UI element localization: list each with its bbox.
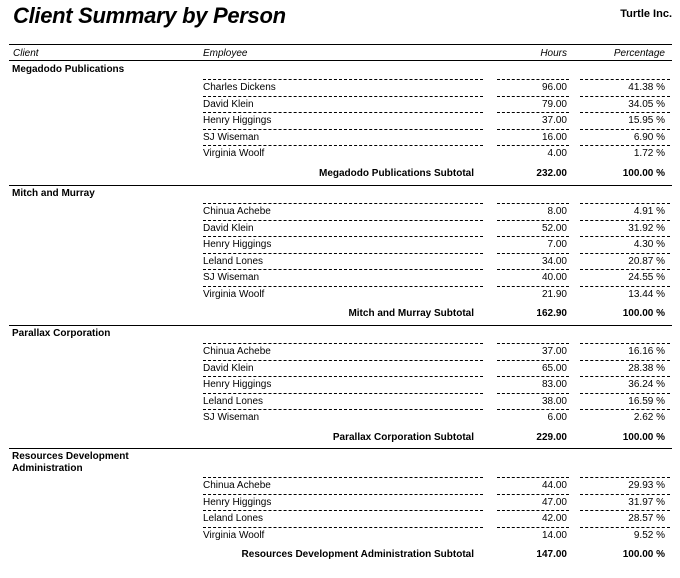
employee-name: Virginia Woolf <box>203 529 265 541</box>
percentage-value: 20.87 % <box>628 255 665 267</box>
table-row <box>0 409 680 426</box>
hours-value: 52.00 <box>541 222 567 234</box>
table-row <box>0 477 680 494</box>
percentage-value: 6.90 % <box>633 131 665 143</box>
group-separator <box>9 325 672 326</box>
employee-name: Henry Higgings <box>203 496 272 508</box>
dashed-rule <box>580 393 670 394</box>
percentage-value: 9.52 % <box>633 529 665 541</box>
dashed-rule <box>497 129 569 130</box>
dashed-rule <box>497 203 569 204</box>
dashed-rule <box>580 220 670 221</box>
percentage-value: 28.38 % <box>628 362 665 374</box>
dashed-rule <box>497 477 569 478</box>
table-row <box>0 236 680 253</box>
dashed-rule <box>203 145 483 146</box>
dashed-rule <box>580 236 670 237</box>
employee-name: David Klein <box>203 98 254 110</box>
dashed-rule <box>203 477 483 478</box>
dashed-rule <box>580 145 670 146</box>
company-name: Turtle Inc. <box>620 8 672 20</box>
table-row <box>0 145 680 162</box>
header-bottom-rule <box>9 60 672 61</box>
header-top-rule <box>9 44 672 45</box>
dashed-rule <box>203 253 483 254</box>
employee-name: Chinua Achebe <box>203 206 271 217</box>
dashed-rule <box>580 112 670 113</box>
percentage-value: 31.92 % <box>628 222 665 234</box>
percentage-value: 41.38 % <box>628 82 665 93</box>
dashed-rule <box>203 343 483 344</box>
column-header-percentage: Percentage <box>613 48 665 59</box>
subtotal-label: Parallax Corporation Subtotal <box>332 431 474 443</box>
percentage-value: 16.59 % <box>628 395 665 407</box>
table-row <box>0 253 680 270</box>
hours-value: 21.90 <box>541 288 567 300</box>
table-row <box>0 220 680 237</box>
employee-name: Leland Lones <box>203 255 264 267</box>
percentage-value: 1.72 % <box>633 148 665 159</box>
percentage-value: 4.91 % <box>633 206 665 217</box>
table-row <box>0 286 680 303</box>
percentage-value: 36.24 % <box>628 379 665 390</box>
table-row <box>0 79 680 96</box>
dashed-rule <box>497 343 569 344</box>
column-header-employee: Employee <box>203 48 248 59</box>
report-title: Client Summary by Person <box>13 3 286 28</box>
employee-name: Virginia Woolf <box>203 148 265 159</box>
dashed-rule <box>580 477 670 478</box>
table-row <box>0 203 680 220</box>
percentage-value: 15.95 % <box>628 115 665 126</box>
client-name: Parallax Corporation <box>12 328 111 339</box>
hours-value: 65.00 <box>541 362 567 374</box>
subtotal-hours: 232.00 <box>536 167 567 179</box>
dashed-rule <box>203 510 483 511</box>
dashed-rule <box>203 286 483 287</box>
table-row <box>0 527 680 544</box>
percentage-value: 16.16 % <box>628 346 665 357</box>
subtotal-row <box>0 168 680 184</box>
dashed-rule <box>497 510 569 511</box>
dashed-rule <box>203 129 483 130</box>
table-row <box>0 129 680 146</box>
dashed-rule <box>580 510 670 511</box>
percentage-value: 4.30 % <box>633 239 665 250</box>
dashed-rule <box>203 79 483 80</box>
percentage-value: 28.57 % <box>628 513 665 524</box>
subtotal-hours: 147.00 <box>536 549 567 560</box>
employee-name: Henry Higgings <box>203 379 272 390</box>
dashed-rule <box>497 79 569 80</box>
percentage-value: 29.93 % <box>628 480 665 491</box>
group-separator <box>9 185 672 186</box>
dashed-rule <box>203 494 483 495</box>
dashed-rule <box>580 527 670 528</box>
table-row <box>0 112 680 129</box>
dashed-rule <box>580 203 670 204</box>
table-row <box>0 494 680 511</box>
table-row <box>0 96 680 113</box>
percentage-value: 31.97 % <box>628 496 665 508</box>
dashed-rule <box>497 286 569 287</box>
employee-name: SJ Wiseman <box>203 412 260 423</box>
percentage-value: 13.44 % <box>628 288 665 300</box>
employee-name: SJ Wiseman <box>203 272 260 283</box>
hours-value: 14.00 <box>541 529 567 541</box>
subtotal-percentage: 100.00 % <box>622 549 665 560</box>
column-header-hours: Hours <box>540 48 567 59</box>
client-name: Resources Development Administration <box>12 451 129 474</box>
subtotal-percentage: 100.00 % <box>622 431 665 443</box>
dashed-rule <box>497 527 569 528</box>
hours-value: 4.00 <box>547 148 567 159</box>
dashed-rule <box>497 409 569 410</box>
dashed-rule <box>580 360 670 361</box>
dashed-rule <box>580 96 670 97</box>
dashed-rule <box>580 253 670 254</box>
subtotal-row <box>0 549 680 565</box>
table-row <box>0 269 680 286</box>
dashed-rule <box>203 376 483 377</box>
dashed-rule <box>580 343 670 344</box>
hours-value: 42.00 <box>541 513 567 524</box>
employee-name: Chinua Achebe <box>203 480 271 491</box>
hours-value: 16.00 <box>541 131 567 143</box>
subtotal-hours: 229.00 <box>536 431 567 443</box>
employee-name: David Klein <box>203 362 254 374</box>
dashed-rule <box>497 112 569 113</box>
hours-value: 79.00 <box>541 98 567 110</box>
employee-name: Virginia Woolf <box>203 288 265 300</box>
table-row <box>0 393 680 410</box>
hours-value: 44.00 <box>541 480 567 491</box>
table-row <box>0 343 680 360</box>
dashed-rule <box>497 96 569 97</box>
dashed-rule <box>497 494 569 495</box>
percentage-value: 34.05 % <box>628 98 665 110</box>
dashed-rule <box>203 527 483 528</box>
client-name: Megadodo Publications <box>12 64 125 75</box>
table-row <box>0 510 680 527</box>
hours-value: 37.00 <box>541 115 567 126</box>
percentage-value: 2.62 % <box>633 412 665 423</box>
dashed-rule <box>497 145 569 146</box>
dashed-rule <box>203 96 483 97</box>
dashed-rule <box>203 112 483 113</box>
table-row <box>0 376 680 393</box>
hours-value: 8.00 <box>547 206 567 217</box>
dashed-rule <box>497 236 569 237</box>
hours-value: 34.00 <box>541 255 567 267</box>
subtotal-hours: 162.90 <box>536 308 567 319</box>
subtotal-percentage: 100.00 % <box>622 308 665 319</box>
employee-name: Henry Higgings <box>203 115 272 126</box>
employee-name: Charles Dickens <box>203 82 276 93</box>
percentage-value: 24.55 % <box>628 272 665 283</box>
dashed-rule <box>497 360 569 361</box>
employee-name: SJ Wiseman <box>203 131 260 143</box>
dashed-rule <box>497 393 569 394</box>
dashed-rule <box>497 220 569 221</box>
dashed-rule <box>203 360 483 361</box>
hours-value: 38.00 <box>541 395 567 407</box>
dashed-rule <box>203 409 483 410</box>
dashed-rule <box>203 220 483 221</box>
table-row <box>0 360 680 377</box>
subtotal-percentage: 100.00 % <box>622 167 665 179</box>
hours-value: 6.00 <box>547 412 567 423</box>
dashed-rule <box>580 79 670 80</box>
subtotal-row <box>0 432 680 448</box>
employee-name: David Klein <box>203 222 254 234</box>
dashed-rule <box>203 203 483 204</box>
group-separator <box>9 448 672 449</box>
subtotal-label: Megadodo Publications Subtotal <box>319 167 474 179</box>
subtotal-label: Mitch and Murray Subtotal <box>348 308 474 319</box>
column-header-client: Client <box>13 48 39 59</box>
dashed-rule <box>580 409 670 410</box>
dashed-rule <box>580 494 670 495</box>
dashed-rule <box>497 376 569 377</box>
subtotal-label: Resources Development Administration Subtotal <box>241 549 474 560</box>
dashed-rule <box>203 393 483 394</box>
hours-value: 7.00 <box>547 239 567 250</box>
subtotal-row <box>0 308 680 324</box>
dashed-rule <box>580 269 670 270</box>
employee-name: Leland Lones <box>203 513 264 524</box>
employee-name: Leland Lones <box>203 395 264 407</box>
dashed-rule <box>497 269 569 270</box>
hours-value: 96.00 <box>541 82 567 93</box>
dashed-rule <box>203 269 483 270</box>
dashed-rule <box>580 376 670 377</box>
dashed-rule <box>497 253 569 254</box>
client-name: Mitch and Murray <box>12 188 95 199</box>
hours-value: 40.00 <box>541 272 567 283</box>
hours-value: 37.00 <box>541 346 567 357</box>
hours-value: 83.00 <box>541 379 567 390</box>
employee-name: Henry Higgings <box>203 239 272 250</box>
dashed-rule <box>580 129 670 130</box>
hours-value: 47.00 <box>541 496 567 508</box>
dashed-rule <box>203 236 483 237</box>
employee-name: Chinua Achebe <box>203 346 271 357</box>
dashed-rule <box>580 286 670 287</box>
